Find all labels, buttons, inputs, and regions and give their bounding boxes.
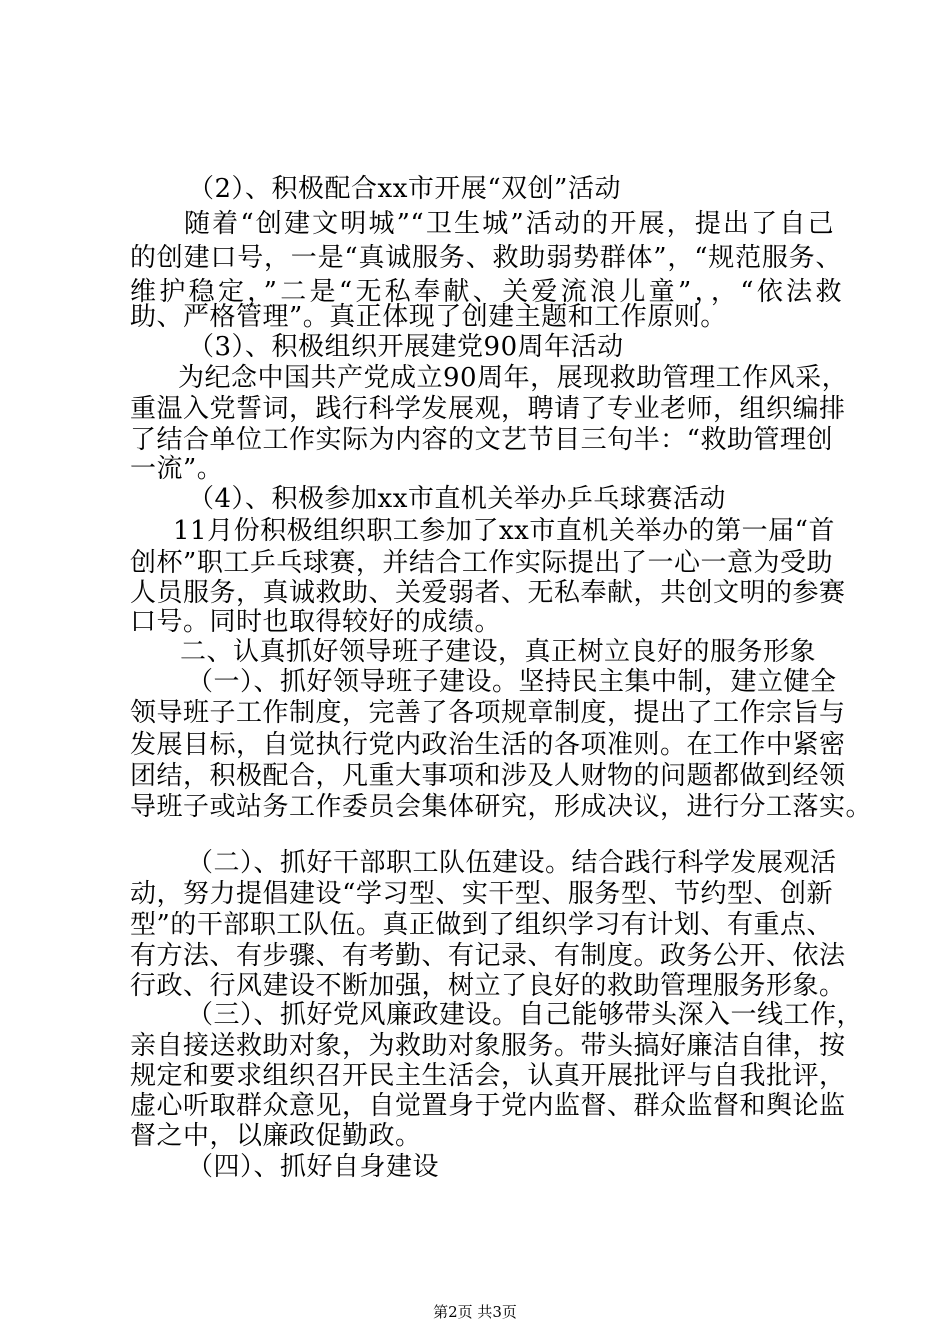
text-line: 创杯”职工乒乓球赛，并结合工作实际提出了一心一意为受助	[130, 548, 833, 578]
text-line: （四）、抓好自身建设	[187, 1152, 440, 1182]
text-line: （4）、积极参加xx市直机关举办乒乓球赛活动	[188, 484, 726, 514]
text-line: 11月份积极组织职工参加了xx市直机关举办的第一届“首	[173, 516, 835, 546]
text-line: 口号。同时也取得较好的成绩。	[130, 607, 502, 637]
text-line: 有方法、有步骤、有考勤、有记录、有制度。政务公开、依法	[130, 941, 846, 971]
text-line: （一）、抓好领导班子建设。坚持民主集中制，建立健全	[187, 667, 837, 697]
section-heading: 二、认真抓好领导班子建设，真正树立良好的服务形象	[180, 637, 817, 667]
text-line: 发展目标，自觉执行党内政治生活的各项准则。在工作中紧密	[130, 730, 846, 760]
text-line: （2）、积极配合xx市开展“双创”活动	[188, 174, 621, 204]
text-line: 型”的干部职工队伍。真正做到了组织学习有计划、有重点、	[130, 910, 833, 940]
text-line: 动，努力提倡建设“学习型、实干型、服务型、节约型、创新	[130, 879, 833, 909]
text-line: 督之中，以廉政促勤政。	[130, 1121, 422, 1151]
text-line: 团结，积极配合，凡重大事项和涉及人财物的问题都做到经领	[130, 761, 846, 791]
text-line: 行政、行风建设不断加强，树立了良好的救助管理服务形象。	[130, 971, 846, 1001]
text-line: 一流”。	[130, 454, 224, 484]
text-line: 维护稳定，”二是“无私奉献、关爱流浪儿童”，，“依法救	[130, 277, 842, 307]
text-line: 规定和要求组织召开民主生活会，认真开展批评与自我批评，	[130, 1061, 846, 1091]
text-line: 为纪念中国共产党成立90周年，展现救助管理工作风采，	[178, 363, 849, 393]
text-line: 虚心听取群众意见，自觉置身于党内监督、群众监督和舆论监	[130, 1091, 846, 1121]
text-line: （3）、积极组织开展建党90周年活动	[188, 332, 624, 362]
text-line: （二）、抓好干部职工队伍建设。结合践行科学发展观活	[187, 848, 837, 878]
text-line: 的创建口号，一是“真诚服务、救助弱势群体”，“规范服务、	[130, 243, 842, 273]
text-line: 随着“创建文明城”“卫生城”活动的开展，提出了自己	[184, 209, 834, 239]
text-line: （三）、抓好党风廉政建设。自己能够带头深入一线工作，	[187, 1000, 864, 1030]
text-line: 重温入党誓词，践行科学发展观，聘请了专业老师，组织编排	[130, 394, 846, 424]
text-line: 人员服务，真诚救助、关爱弱者、无私奉献，共创文明的参赛	[130, 578, 846, 608]
text-line: 领导班子工作制度，完善了各项规章制度，提出了工作宗旨与	[130, 698, 846, 728]
page-footer: 第2页 共3页	[433, 1303, 517, 1321]
text-line: 亲自接送救助对象，为救助对象服务。带头搞好廉洁自律，按	[130, 1031, 846, 1061]
text-line: 了结合单位工作实际为内容的文艺节目三句半：“救助管理创	[130, 425, 833, 455]
text-line: 助、严格管理”。真正体现了创建主题和工作原则。	[130, 302, 727, 332]
text-line: 导班子或站务工作委员会集体研究，形成决议，进行分工落实。	[130, 792, 873, 822]
